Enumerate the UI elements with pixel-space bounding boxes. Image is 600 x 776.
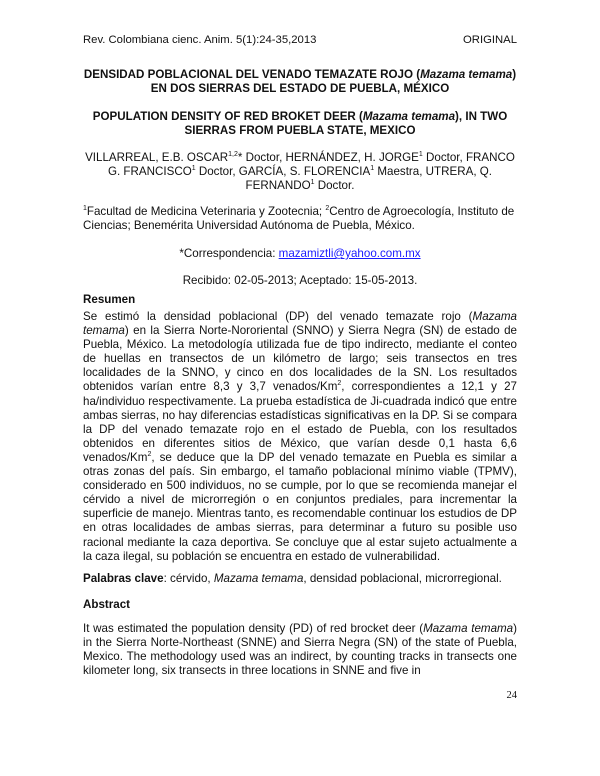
abstract-body: It was estimated the population density (PD) of red brocket deer (Mazama temama) in the Sierra Norte-Northeast (SNNE) and Sierra Negra (SN) of the state of Puebla, Mexico. The methodology used was an indirect, by counting tracks in transects one kilometer long, six transects in three locations in SNNE and five in: [83, 622, 518, 678]
title-spanish-species: Mazama temama: [420, 68, 513, 81]
title-spanish: DENSIDAD POBLACIONAL DEL VENADO TEMAZATE ROJO (Mazama temama) EN DOS SIERRAS DEL ESTADO DE PUEBLA, MÉXICO: [83, 68, 517, 95]
resumen-body: Se estimó la densidad poblacional (DP) del venado temazate rojo (Mazama temama) en la Sierra Norte-Nororiental (SNNO) y Sierra Negra (SN) de estado de Puebla, México. La metodología utilizada fue de tipo indirecto, mediante el conteo de huellas en transectos de un kilómetro de largo; seis transectos en tres localidades de la SNNO, y cinco en dos localidades de la SN. Los resultados obtenidos varían entre 8,3 y 3,7 venados/Km$^2$, correspondientes a 12,1 y 27 ha/individuo respectivamente. La prueba estadística de Ji-cuadrada indicó que entre ambas sierras, no hay diferencias estadísticas significativas en la DP. Si se compara la DP del venado temazate rojo en el estado de Puebla, con los resultados obtenidos en diferentes sitios de México, que varían desde 0,1 hasta 6,6 venados/Km$^2$, se deduce que la DP del venado temazate en Puebla es similar a otras zonas del país. Sin embargo, el tamaño poblacional mínimo viable (TPMV), considerado en 500 individuos, no se cumple, por lo que se recomienda manejar el cérvido a nivel de microrregión o en conjuntos prediales, para incrementar la superficie de manejo. Mientras tanto, es recomendable continuar los estudios de DP en otras localidades de ambas sierras, para determinar a futuro su posible uso racional mediante la caza deportiva. Se concluye que al estar sujeto actualmente a la caza ilegal, su población se encuentra en estado de vulnerabilidad.: [83, 310, 517, 563]
article-type: ORIGINAL: [463, 34, 517, 46]
correspondence: *Correspondencia: mazamiztli@yahoo.com.mx: [179, 247, 421, 260]
title-english: POPULATION DENSITY OF RED BROKET DEER (Mazama temama), IN TWO SIERRAS FROM PUEBLA STATE, MEXICO: [92, 110, 508, 137]
affiliations: $^1$Facultad de Medicina Veterinaria y Zootecnia; $^2$Centro de Agroecología, Instituto de Ciencias; Benemérita Universidad Autónoma de Puebla, México.: [83, 205, 515, 233]
title-english-species: Mazama temama: [362, 110, 456, 123]
author-list: VILLARREAL, E.B. OSCAR$^{1,2}$* Doctor, HERNÁNDEZ, H. JORGE$^1$ Doctor, FRANCO G. FRANCISCO$^1$ Doctor, GARCÍA, S. FLORENCIA$^1$ Maestra, UTRERA, Q. FERNANDO$^1$ Doctor.: [85, 151, 515, 193]
keywords: Palabras clave: cérvido, Mazama temama, densidad poblacional, microrregional.: [83, 572, 502, 585]
received-dates: Recibido: 02-05-2013; Aceptado: 15-05-2013.: [182, 274, 418, 287]
abstract-heading: Abstract: [83, 598, 131, 611]
journal-citation: Rev. Colombiana cienc. Anim. 5(1):24-35,2013: [83, 34, 317, 46]
email-link[interactable]: mazamiztli@yahoo.com.mx: [278, 247, 421, 260]
resumen-heading: Resumen: [83, 293, 136, 306]
page-number: 24: [506, 690, 517, 701]
